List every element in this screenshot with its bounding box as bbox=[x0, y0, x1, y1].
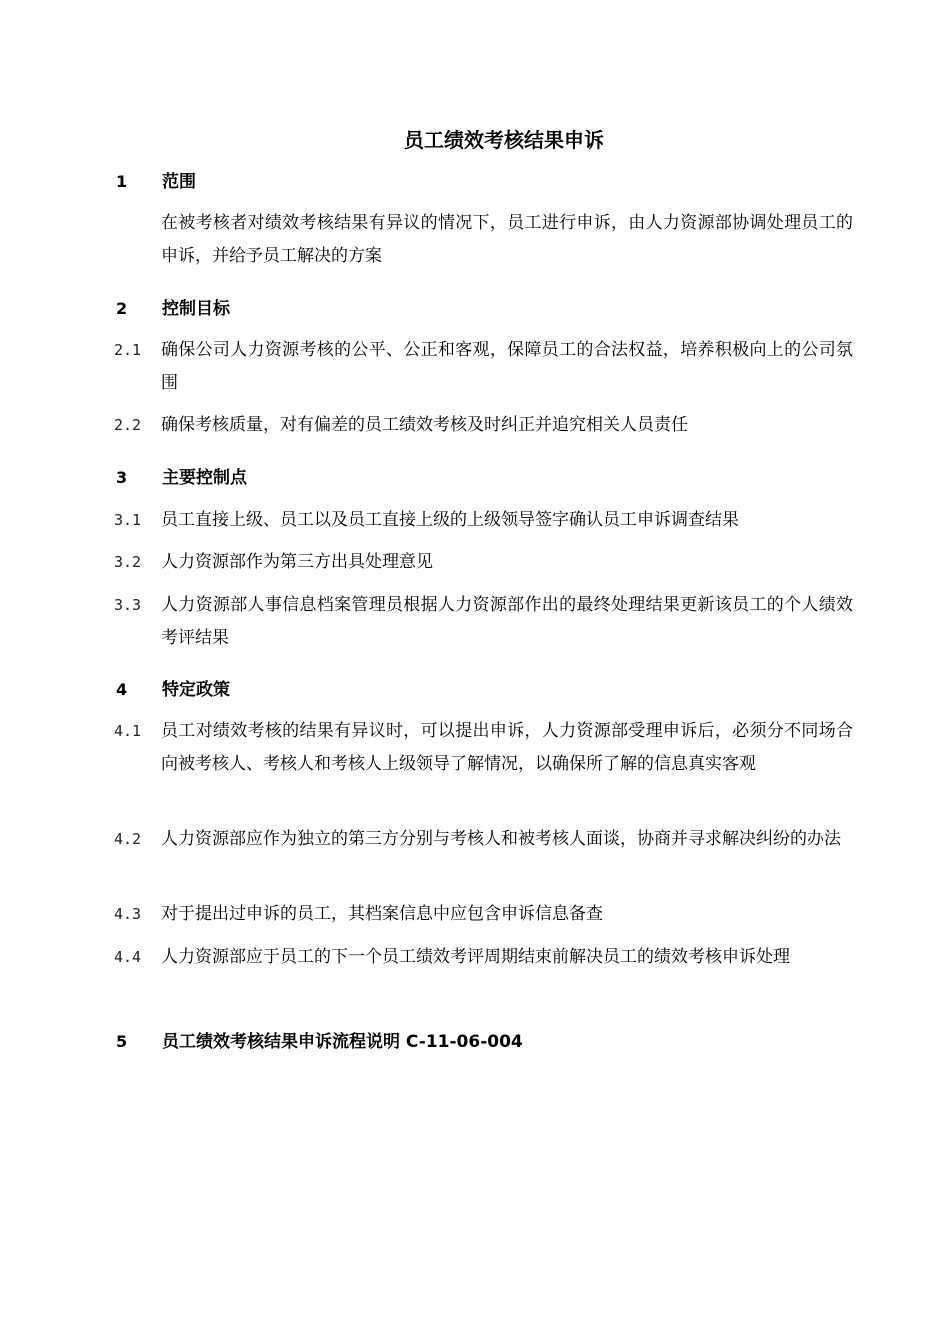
paragraph: 在被考核者对绩效考核结果有异议的情况下，员工进行申诉，由人力资源部协调处理员工的申诉，并给予员工解决的方案 bbox=[161, 213, 853, 266]
item-number: 2.1 bbox=[114, 341, 142, 359]
section-heading: 特定政策 bbox=[162, 680, 230, 700]
item-text: 人力资源部作为第三方出具处理意见 bbox=[161, 552, 433, 572]
item-number: 4.2 bbox=[114, 830, 142, 848]
item-number: 2.2 bbox=[114, 416, 142, 434]
section-number: 5 bbox=[116, 1032, 128, 1051]
section-heading: 范围 bbox=[162, 172, 196, 192]
section-number: 2 bbox=[116, 299, 128, 318]
section-heading: 控制目标 bbox=[162, 299, 230, 319]
item-text: 对于提出过申诉的员工，其档案信息中应包含申诉信息备查 bbox=[161, 904, 603, 924]
item-text: 员工直接上级、员工以及员工直接上级的上级领导签字确认员工申诉调查结果 bbox=[161, 510, 739, 530]
document-title: 员工绩效考核结果申诉 bbox=[404, 128, 604, 152]
item-text: 员工对绩效考核的结果有异议时，可以提出申诉，人力资源部受理申诉后，必须分不同场合向被考核人、考核人和考核人上级领导了解情况，以确保所了解的信息真实客观 bbox=[161, 721, 853, 774]
section-heading: 主要控制点 bbox=[162, 468, 247, 488]
item-text: 人力资源部应作为独立的第三方分别与考核人和被考核人面谈，协商并寻求解决纠纷的办法 bbox=[161, 829, 841, 849]
item-number: 4.1 bbox=[114, 722, 142, 740]
section-number: 1 bbox=[116, 172, 128, 191]
section-number: 4 bbox=[116, 680, 128, 699]
item-number: 4.3 bbox=[114, 905, 142, 923]
item-text: 确保考核质量，对有偏差的员工绩效考核及时纠正并追究相关人员责任 bbox=[161, 415, 688, 435]
item-number: 3.1 bbox=[114, 511, 142, 529]
item-text: 确保公司人力资源考核的公平、公正和客观，保障员工的合法权益，培养积极向上的公司氛围 bbox=[161, 340, 853, 393]
item-text: 人力资源部应于员工的下一个员工绩效考评周期结束前解决员工的绩效考核申诉处理 bbox=[161, 947, 790, 967]
item-text: 人力资源部人事信息档案管理员根据人力资源部作出的最终处理结果更新该员工的个人绩效考评结果 bbox=[161, 595, 853, 648]
section-number: 3 bbox=[116, 468, 128, 487]
item-number: 4.4 bbox=[114, 948, 142, 966]
item-number: 3.2 bbox=[114, 553, 142, 571]
item-number: 3.3 bbox=[114, 596, 142, 614]
section-heading: 员工绩效考核结果申诉流程说明 C-11-06-004 bbox=[162, 1032, 523, 1052]
